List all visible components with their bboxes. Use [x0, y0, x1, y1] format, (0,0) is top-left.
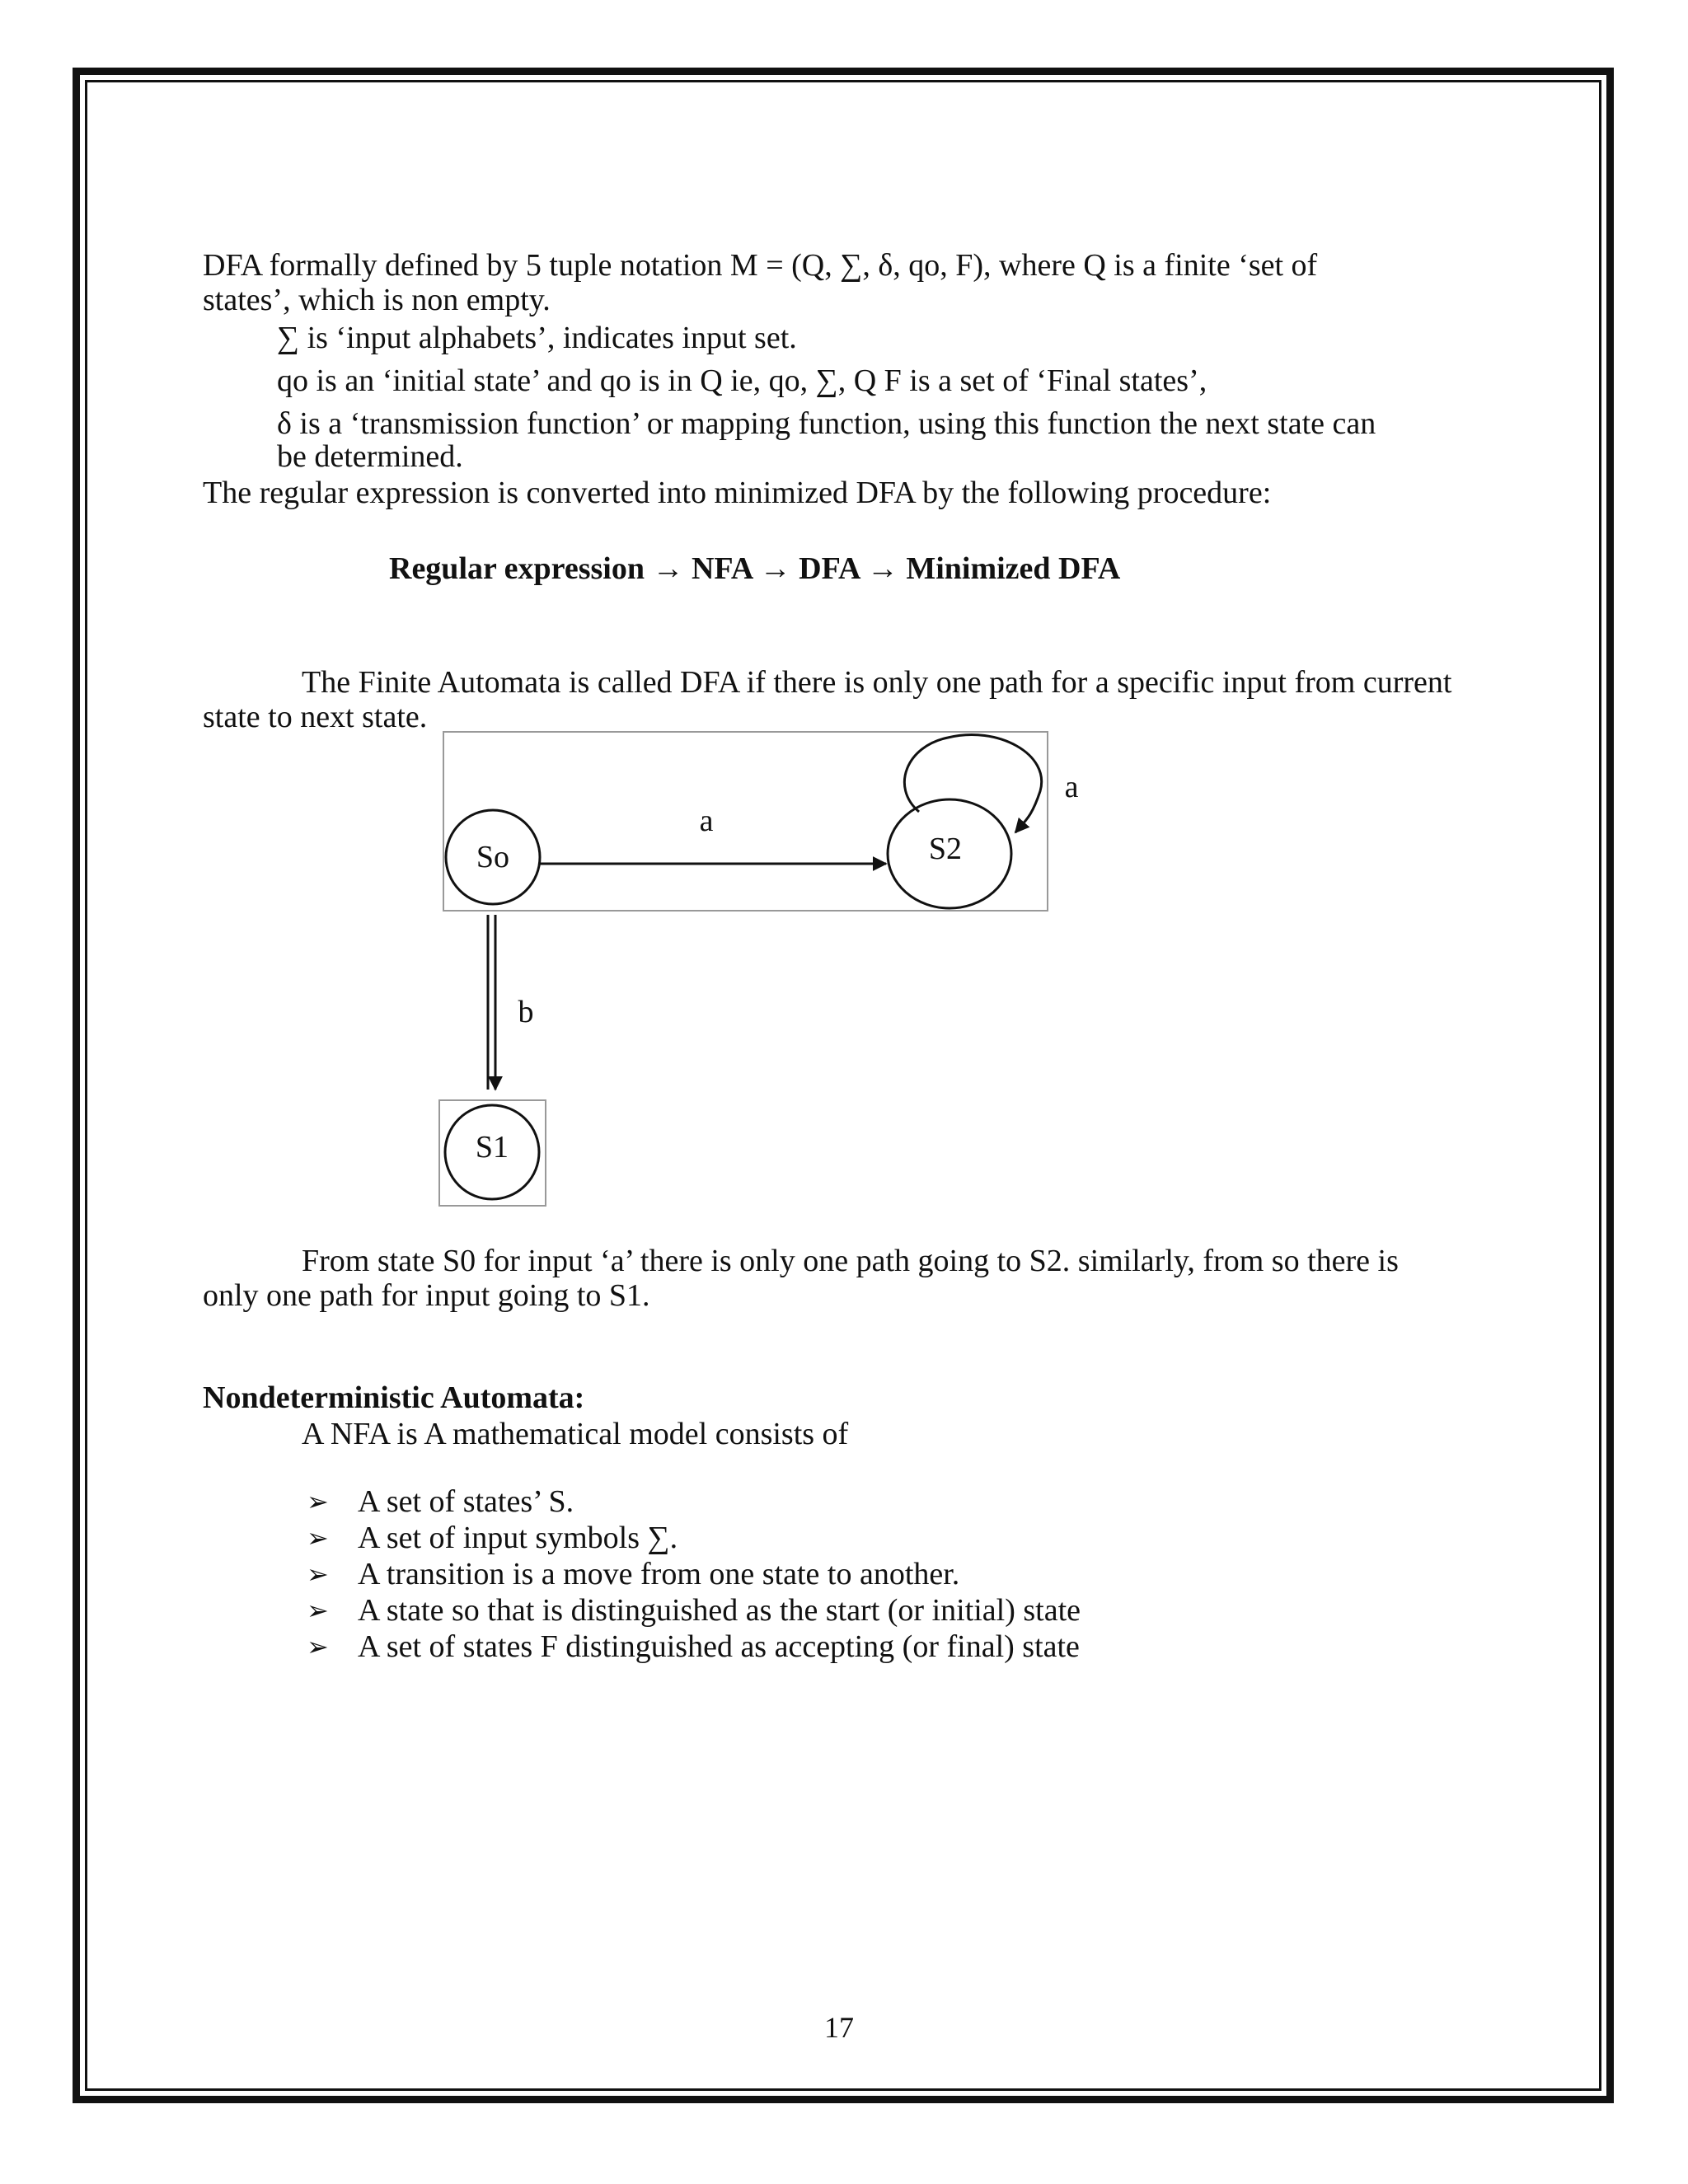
edge-s0-s2-label: a: [699, 804, 714, 838]
delta-definition-line-1: δ is a ‘transmission function’ or mapping function, using this function the next state can: [277, 406, 1376, 441]
arrow-bullet-icon: ➢: [307, 1486, 329, 1517]
state-s1-label: S1: [475, 1130, 509, 1165]
list-item: ➢ A set of states’ S.: [307, 1484, 574, 1519]
nfa-heading: Nondeterministic Automata:: [203, 1380, 585, 1415]
delta-definition-line-2: be determined.: [277, 439, 463, 474]
initial-state-definition: qo is an ‘initial state’ and qo is in Q ie, qo, ∑, Q F is a set of ‘Final states’,: [277, 363, 1207, 398]
conversion-chain: Regular expression → NFA → DFA → Minimized DFA: [389, 551, 1121, 586]
fa-description-line-2: state to next state.: [203, 700, 428, 734]
state-s2-label: S2: [928, 832, 963, 866]
list-item: ➢ A transition is a move from one state to another.: [307, 1557, 960, 1591]
from-state-line-1: From state S0 for input ‘a’ there is only one path going to S2. similarly, from so there is: [302, 1244, 1399, 1278]
arrow-bullet-icon: ➢: [307, 1631, 329, 1662]
list-item: ➢ A set of states F distinguished as accepting (or final) state: [307, 1629, 1080, 1664]
sigma-definition: ∑ is ‘input alphabets’, indicates input set.: [277, 321, 797, 355]
page-number: 17: [824, 2011, 854, 2044]
list-item: ➢ A set of input symbols ∑.: [307, 1521, 678, 1555]
edge-s2-self-label: a: [1064, 770, 1079, 804]
from-state-line-2: only one path for input going to S1.: [203, 1278, 650, 1313]
nfa-intro: A NFA is A mathematical model consists of: [302, 1417, 849, 1451]
nfa-components-list: [307, 1483, 1081, 1665]
fa-description-line-1: The Finite Automata is called DFA if there is only one path for a specific input from current: [302, 665, 1452, 700]
dfa-definition-line-1: DFA formally defined by 5 tuple notation M = (Q, ∑, δ, qo, F), where Q is a finite ‘set of: [203, 248, 1318, 283]
list-item: ➢ A state so that is distinguished as the start (or initial) state: [307, 1593, 1081, 1628]
dfa-definition-line-2: states’, which is non empty.: [203, 283, 551, 317]
procedure-intro: The regular expression is converted into minimized DFA by the following procedure:: [203, 476, 1272, 510]
edge-s0-s1-label: b: [518, 995, 534, 1029]
arrow-bullet-icon: ➢: [307, 1595, 329, 1626]
state-s0-label: So: [476, 840, 510, 874]
arrow-bullet-icon: ➢: [307, 1522, 329, 1554]
arrow-bullet-icon: ➢: [307, 1558, 329, 1590]
